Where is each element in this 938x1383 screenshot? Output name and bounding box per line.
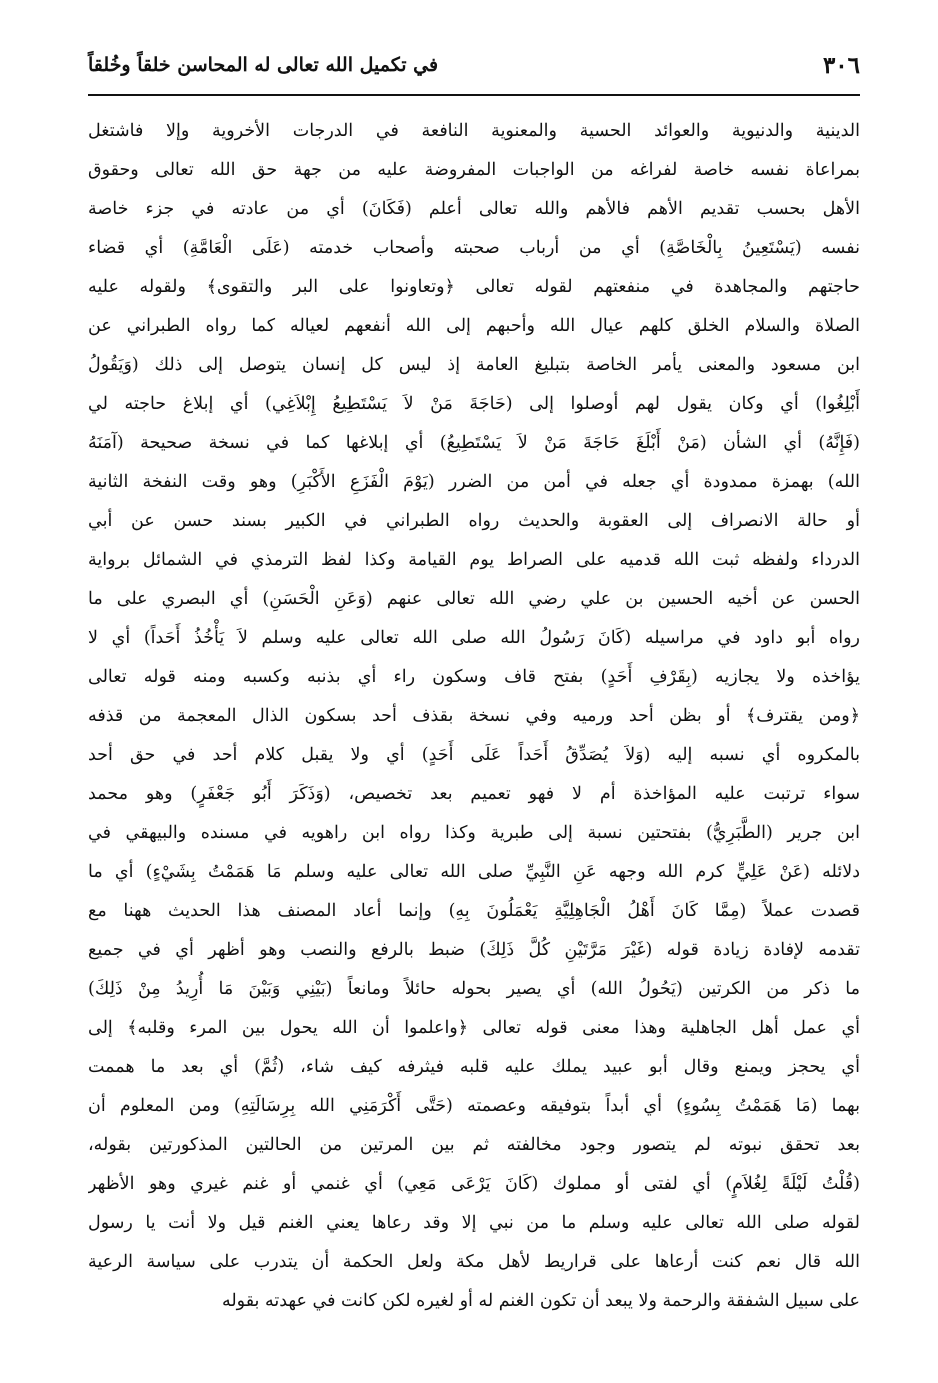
running-title: في تكميل الله تعالى له المحاسن خلقاً وخُلقاً <box>88 54 439 76</box>
text-line: أي يحجز ويمنع وقال أبو عبيد يملك عليه قلبه فيثرفه كيف شاء، (ثُمَّ) أي بعد ما هممت <box>88 1057 860 1077</box>
text-line: على سبيل الشفقة والرحمة ولا يبعد أن تكون الغنم له أو لغيره لكن كانت في عهدته بقوله <box>221 1291 860 1311</box>
text-line: أي عمل أهل الجاهلية وهذا معنى قوله تعالى ﴿واعلموا أن الله يحول بين المرء وقلبه﴾ إلى <box>88 1018 860 1038</box>
text-line: بعد تحقق نبوته لم يتصور وجود مخالفته ثم بين المرتين من الحالتين المذكورتين بقوله، <box>88 1135 860 1155</box>
text-line: حاجتهم والمجاهدة في منفعتهم لقوله تعالى ﴿وتعاونوا على البر والتقوى﴾ ولقوله عليه <box>88 277 860 297</box>
page-number: ٣٠٦ <box>822 52 860 79</box>
body-text <box>88 112 860 1321</box>
text-line: ابن مسعود والمعنى يأمر الخاصة بتبليغ العامة إذ ليس كل إنسان يتوصل إلى ذلك (وَيَقُولُ <box>88 355 860 375</box>
text-line: أو حالة الانصراف إلى العقوبة والحديث رواه الطبراني في الكبير بسند حسن عن أبي <box>88 511 860 531</box>
text-line: بمراعاة نفسه خاصة لفراغه من الواجبات المفروضة عليه من جهة حق الله تعالى وحقوق <box>88 160 860 180</box>
text-line: سواء ترتبت عليه المؤاخذة أم لا فهو تعميم بعد تخصيص، (وَذَكَرَ أَبُو جَعْفَرٍ) وهو محمد <box>88 784 860 804</box>
text-line: الله) بهمزة ممدودة أي جعله في أمن من الضرر (يَوْمَ الْفَزَعِ الأَكْبَرِ) وهو وقت النفخة الثانية <box>88 472 860 492</box>
text-line: الدينية والدنيوية والعوائد الحسية والمعنوية النافعة في الدرجات الأخروية وإلا فاشتغل <box>88 121 860 141</box>
text-line: تقدمه لإفادة زيادة قوله (غَيْرَ مَرَّتَيْنِ كُلَّ ذَلِكَ) ضبط بالرفع والنصب وهو أظهر أي في جميع <box>88 940 860 960</box>
text-line: الأهل بحسب تقديم الأهم فالأهم والله تعالى أعلم (فَكَانَ) أي من عادته في جزء خاصة <box>88 199 860 219</box>
text-line: رواه أبو داود في مراسيله (كَانَ رَسُولُ الله صلى الله تعالى عليه وسلم لاَ يَأْخُذُ أَحَداً) أي لا <box>88 628 860 648</box>
text-line: بالمكروه أي نسبه إليه (وَلاَ يُصَدِّقُ أَحَداً عَلَى أَحَدٍ) أي ولا يقبل كلام أحد في حق أحد <box>88 745 860 765</box>
text-line: لقوله صلى الله تعالى عليه وسلم ما من نبي إلا وقد رعاها يعني الغنم قيل ولا أنت يا رسول <box>88 1213 860 1233</box>
text-line: ابن جرير (الطَّبَرِيُّ) بفتحتين نسبة إلى طبرية وكذا رواه ابن راهويه في مسنده والبيهقي في <box>88 823 860 843</box>
text-line: يؤاخذه ولا يجازيه (بِقَرْفِ أَحَدٍ) بفتح قاف وسكون راء أي بذنبه وكسبه ومنه قوله تعالى <box>88 667 860 687</box>
text-line: نفسه (يَسْتَعِينُ بِالْخَاصَّةِ) أي من أرباب صحبته وأصحاب خدمته (عَلَى الْعَامَّةِ) أي قضاء <box>88 238 860 258</box>
text-line: (قُلْتُ لَيْلَةً لِغُلاَمٍ) أي لفتى أو مملوك (كَانَ يَرْعَى مَعِي) أي غنمي أو غنم غيري وهو الأظهر <box>88 1174 860 1194</box>
text-line: دلائله (عَنْ عَلِيٍّ كرم الله وجهه عَنِ النَّبِيِّ صلى الله تعالى عليه وسلم مَا هَمَمْتُ بِشَيْءٍ) أي ما <box>88 862 860 882</box>
text-line: الدرداء ولفظه ثبت الله قدميه على الصراط يوم القيامة وكذا لفظ الترمذي في الشمائل برواية <box>88 550 860 570</box>
text-line: بهما (مَا هَمَمْتُ بِسُوءٍ) أي أبداً بتوفيقه وعصمته (حَتَّى أَكْرَمَنِي الله بِرِسَالَتِهِ) ومن المعلوم أن <box>88 1096 860 1116</box>
text-line: أَبْلِغُوا) أي وكان يقول لهم أوصلوا إلى (حَاجَةَ مَنْ لاَ يَسْتَطِيعُ إِبْلاَغِي) أي إبلاغ حاجته لي <box>88 394 860 414</box>
text-line: الحسن عن أخيه الحسين بن علي رضي الله تعالى عنهم (وَعَنِ الْحَسَنِ) أي البصري على ما <box>88 589 860 609</box>
text-line: قصدت عملاً (مِمَّا كَانَ أَهْلُ الْجَاهِلِيَّةِ يَعْمَلُونَ بِهِ) وإنما أعاد المصنف هذا الحديث ههنا مع <box>88 901 860 921</box>
text-line: الله قال نعم كنت أرعاها على قراريط لأهل مكة ولعل الحكمة أن يتدرب على سياسة الرعية <box>88 1252 860 1272</box>
text-line: ﴿ومن يقترف﴾ أو بظن أحد ورميه وفي نسخة بقذف أحد بسكون الذال المعجمة من قذفه <box>88 706 860 726</box>
text-line: (فَإِنَّهُ) أي الشأن (مَنْ أَبْلَغَ حَاجَةَ مَنْ لاَ يَسْتَطِيعُ) أي إبلاغها كما في نسخة صحيحة (آمَنَهُ <box>88 433 860 453</box>
text-line: الصلاة والسلام الخلق كلهم عيال الله وأحبهم إلى الله أنفعهم لعياله كما رواه الطبراني عن <box>88 316 860 336</box>
header-rule <box>88 94 860 96</box>
text-line: ما ذكر من الكرتين (يَحُولُ الله) أي يصير بحوله حائلاً ومانعاً (بَيْنِي وَبَيْنَ مَا أُرِيدُ مِنْ ذَلِكَ) <box>88 979 860 999</box>
page-header <box>88 44 860 88</box>
